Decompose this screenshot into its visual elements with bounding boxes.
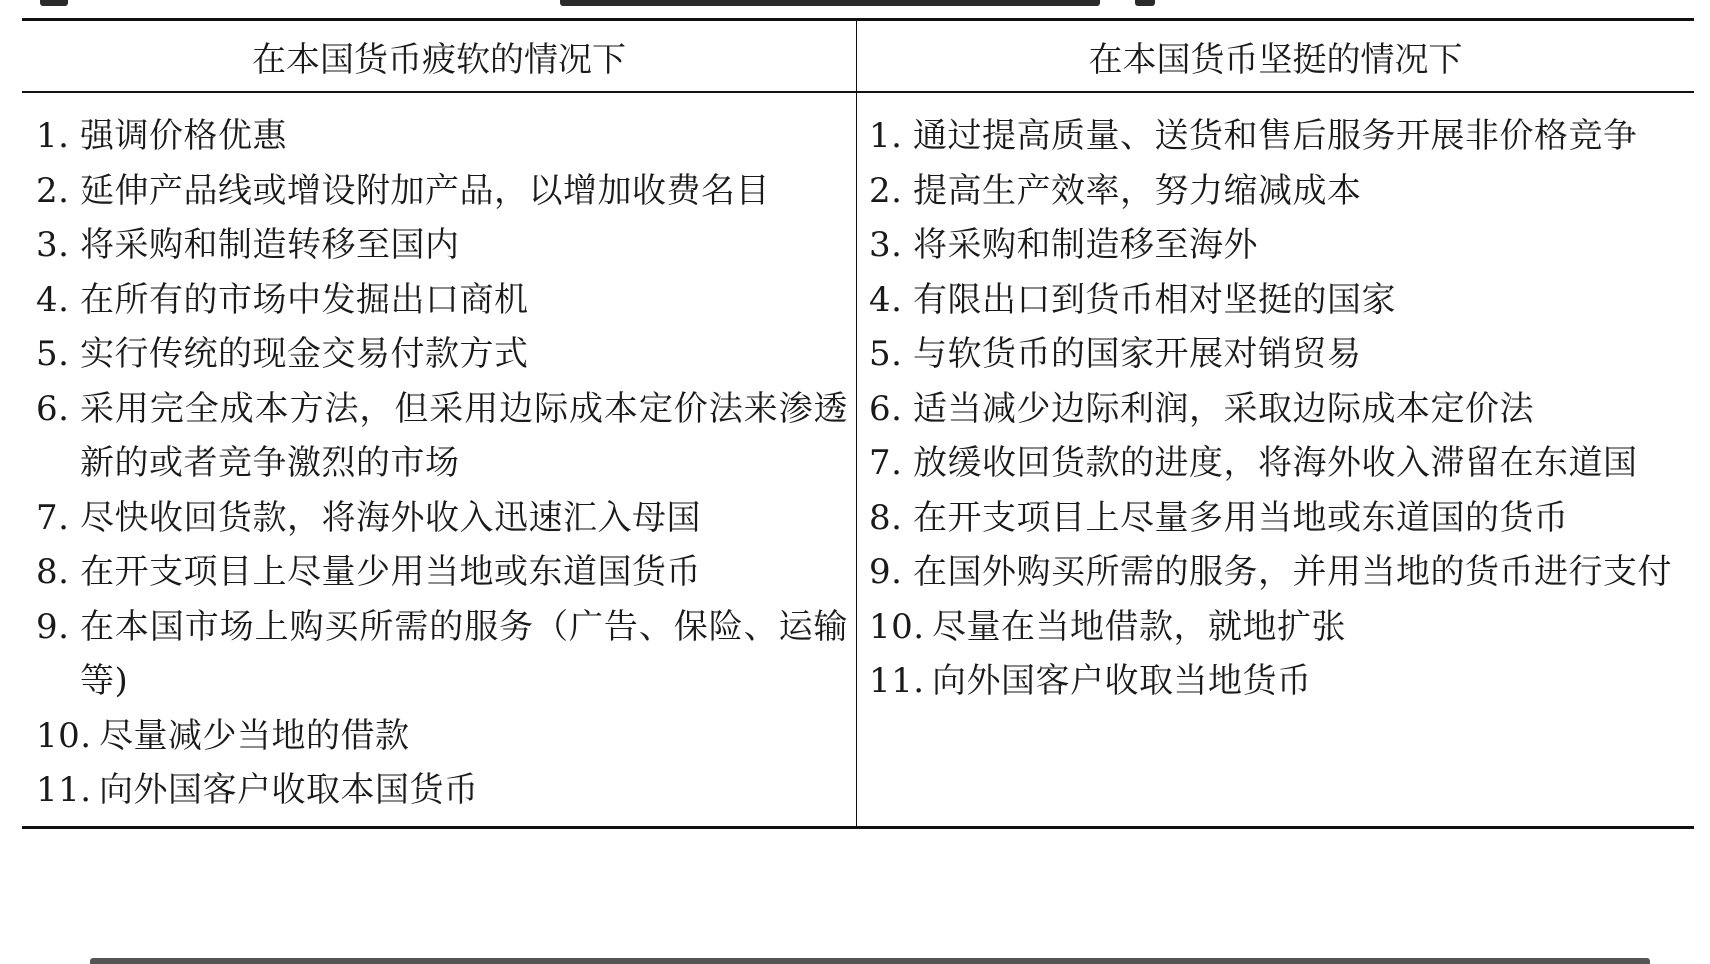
- table-header-row: [22, 20, 1694, 93]
- item-text: 适当减少边际利润，采取边际成本定价法: [913, 388, 1534, 429]
- item-number: 1.: [869, 116, 903, 156]
- item-text: 在所有的市场中发掘出口商机: [80, 279, 529, 320]
- list-item: [22, 600, 856, 709]
- list-item: [857, 109, 1694, 164]
- item-text: 在开支项目上尽量少用当地或东道国货币: [80, 552, 701, 592]
- text-fragment: [1135, 0, 1155, 6]
- item-text: 提高生产效率，努力缩减成本: [913, 170, 1362, 211]
- list-item: [857, 436, 1694, 491]
- item-number: 2.: [869, 170, 903, 211]
- item-text: 在开支项目上尽量多用当地或东道国的货币: [913, 497, 1569, 538]
- item-number: 6.: [869, 388, 903, 429]
- item-text: 在本国市场上购买所需的服务（广告、保险、运输等): [80, 606, 848, 701]
- item-number: 10.: [869, 606, 925, 647]
- item-text: 延伸产品线或增设附加产品，以增加收费名目: [80, 170, 770, 211]
- item-number: 6.: [36, 388, 70, 429]
- item-text: 强调价格优惠: [80, 116, 287, 156]
- item-text: 采用完全成本方法，但采用边际成本定价法来渗透新的或者竞争激烈的市场: [80, 388, 848, 483]
- list-item: [22, 164, 856, 219]
- list-item: [22, 382, 856, 491]
- list-item: [22, 491, 856, 546]
- item-number: 10.: [36, 715, 92, 756]
- list-item: [857, 164, 1694, 219]
- item-number: 5.: [36, 334, 70, 374]
- list-item: [857, 218, 1694, 273]
- list-item: [22, 327, 856, 382]
- weak-currency-list: [22, 109, 856, 818]
- list-item: [857, 382, 1694, 437]
- list-item: [857, 600, 1694, 655]
- item-text: 与软货币的国家开展对销贸易: [913, 334, 1362, 374]
- strong-currency-list: [857, 109, 1694, 709]
- item-number: 7.: [36, 497, 70, 538]
- text-fragment: [90, 958, 1650, 964]
- item-number: 1.: [36, 116, 70, 156]
- item-number: 7.: [869, 443, 903, 483]
- item-text: 放缓收回货款的进度，将海外收入滞留在东道国: [913, 443, 1638, 483]
- item-number: 9.: [869, 552, 903, 592]
- item-number: 2.: [36, 170, 70, 211]
- cropped-text-below: [0, 950, 1710, 964]
- item-text: 向外国客户收取本国货币: [99, 770, 479, 810]
- item-text: 在国外购买所需的服务，并用当地的货币进行支付: [913, 552, 1672, 592]
- item-text: 有限出口到货币相对坚挺的国家: [913, 279, 1396, 320]
- strong-currency-column: [857, 92, 1695, 827]
- item-number: 4.: [36, 279, 70, 320]
- cropped-caption-above: [0, 0, 1710, 10]
- list-item: [857, 327, 1694, 382]
- item-number: 3.: [869, 225, 903, 265]
- list-item: [857, 545, 1694, 600]
- item-number: 5.: [869, 334, 903, 374]
- item-text: 实行传统的现金交易付款方式: [80, 334, 529, 374]
- item-number: 9.: [36, 606, 70, 647]
- list-item: [857, 273, 1694, 328]
- item-number: 3.: [36, 225, 70, 265]
- item-text: 将采购和制造转移至国内: [80, 225, 460, 265]
- item-text: 将采购和制造移至海外: [913, 225, 1258, 265]
- list-item: [22, 273, 856, 328]
- list-item: [22, 109, 856, 164]
- item-text: 向外国客户收取当地货币: [932, 661, 1312, 701]
- list-item: [22, 763, 856, 818]
- item-number: 11.: [36, 770, 92, 810]
- item-text: 尽量减少当地的借款: [99, 715, 410, 756]
- item-number: 8.: [869, 497, 903, 538]
- table-body-row: [22, 92, 1694, 827]
- header-weak-currency: 在本国货币疲软的情况下: [22, 20, 857, 93]
- item-number: 8.: [36, 552, 70, 592]
- item-text: 尽量在当地借款，就地扩张: [932, 606, 1346, 647]
- item-number: 4.: [869, 279, 903, 320]
- item-text: 通过提高质量、送货和售后服务开展非价格竞争: [913, 116, 1638, 156]
- weak-currency-column: [22, 92, 857, 827]
- list-item: [857, 654, 1694, 709]
- list-item: [857, 491, 1694, 546]
- item-text: 尽快收回货款，将海外收入迅速汇入母国: [80, 497, 701, 538]
- list-item: [22, 709, 856, 764]
- comparison-table: [22, 18, 1694, 829]
- text-fragment: [40, 0, 68, 6]
- list-item: [22, 545, 856, 600]
- list-item: [22, 218, 856, 273]
- header-strong-currency: 在本国货币坚挺的情况下: [1088, 39, 1463, 80]
- text-fragment: [560, 0, 1100, 6]
- item-number: 11.: [869, 661, 925, 701]
